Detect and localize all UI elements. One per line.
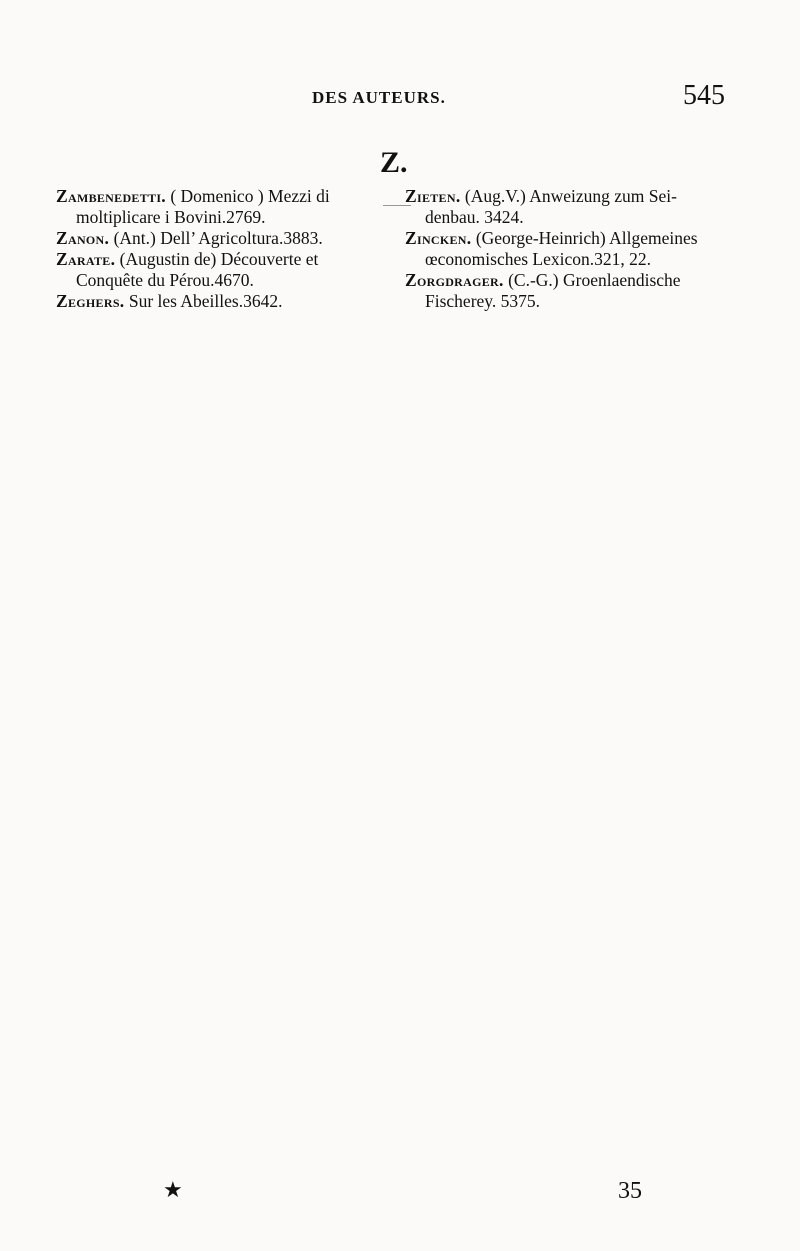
- entry-author: Zieten.: [405, 186, 461, 206]
- entry-author: Zeghers.: [56, 291, 125, 311]
- running-head: DES AUTEURS.: [312, 88, 446, 107]
- entry-continuation: moltiplicare i Bovini.2769.: [76, 207, 266, 227]
- entry-continuation: Fischerey. 5375.: [425, 291, 541, 311]
- entry-author: Zincken.: [405, 228, 472, 248]
- entry-text: (Ant.) Dell’ Agricoltura.3883.: [109, 228, 323, 248]
- page-header: [0, 80, 800, 116]
- entry-continuation: œconomisches Lexicon.321, 22.: [425, 249, 651, 269]
- entry-continuation: denbau. 3424.: [425, 207, 524, 227]
- section-letter: Z.: [380, 146, 408, 179]
- entry-author: Zarate.: [56, 249, 116, 269]
- index-entry: [56, 291, 386, 312]
- entry-text: ( Domenico ) Mezzi di: [165, 186, 330, 206]
- entry-text: (C.-G.) Groenlaendische: [503, 270, 681, 290]
- index-entry: [405, 186, 735, 228]
- index-entry: [56, 249, 386, 291]
- entry-author: Zanon.: [56, 228, 110, 248]
- entry-text: (Augustin de) Découverte et: [115, 249, 319, 269]
- index-entry: [405, 270, 735, 312]
- entry-author: Zambenedetti.: [56, 186, 166, 206]
- entry-text: Sur les Abeilles.3642.: [124, 291, 283, 311]
- entry-author: Zorgdrager.: [405, 270, 504, 290]
- index-entry: [56, 186, 386, 228]
- entry-continuation: Conquête du Pérou.4670.: [76, 270, 254, 290]
- left-column: [56, 186, 386, 312]
- entry-text: (George-Heinrich) Allgemeines: [471, 228, 698, 248]
- index-entry: [405, 228, 735, 270]
- signature-mark: 35: [618, 1178, 642, 1204]
- index-entry: [56, 228, 386, 249]
- page-number: 545: [683, 80, 725, 111]
- star-ornament: ★: [163, 1178, 183, 1203]
- right-column: [405, 186, 735, 312]
- entry-text: (Aug.V.) Anweizung zum Sei-: [460, 186, 677, 206]
